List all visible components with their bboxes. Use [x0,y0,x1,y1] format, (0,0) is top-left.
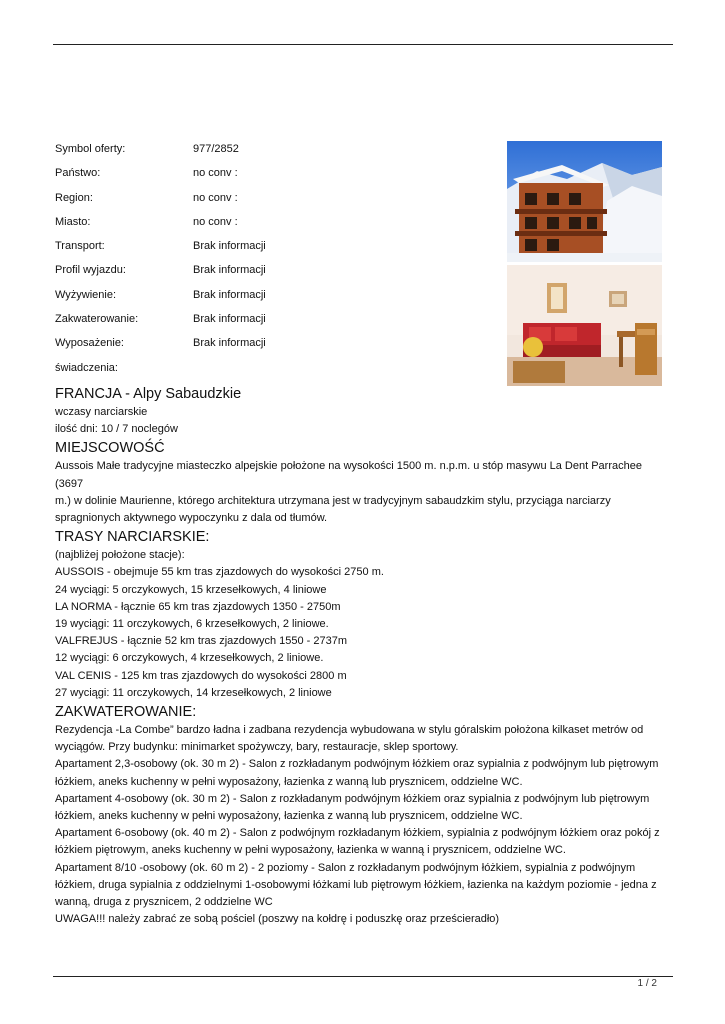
section-body-zakwaterowanie [55,722,670,928]
chalet-exterior-photo [507,141,662,262]
text-line: UWAGA!!! należy zabrać ze sobą pościel (poszwy na kołdrę i poduszkę oraz prześcieradło) [55,913,500,926]
text-line: Apartament 8/10 -osobowy (ok. 60 m 2) - 2 poziomy - Salon z rozkładanym podwójnym łóżkiem, sypialnia z podwójnym [55,861,636,874]
info-row [55,190,485,214]
info-value: Brak informacji [193,264,266,277]
text-line: AUSSOIS - obejmuje 55 km tras zjazdowych do wysokości 2750 m. [55,566,384,579]
text-line: 27 wyciągi: 11 orczykowych, 14 krzesełkowych, 2 liniowe [55,686,332,699]
info-value: Brak informacji [193,240,266,253]
info-row [55,311,485,335]
info-row [55,141,485,165]
footer-rule [53,976,673,977]
info-label: Wyżywienie: [55,288,117,301]
info-value: 977/2852 [193,143,239,155]
chalet-exterior-image [507,141,662,262]
text-line: Aussois Małe tradycyjne miasteczko alpejskie położone na wysokości 1500 m. n.p.m. u stóp masywu La Dent Parrachee (3697 [55,460,642,490]
page-title: FRANCJA - Alpy Sabaudzkie [55,386,242,402]
text-line: 19 wyciągi: 11 orczykowych, 6 krzesełkowych, 2 liniowe. [55,618,329,631]
info-value: Brak informacji [193,337,266,350]
info-label: Symbol oferty: [55,143,126,155]
text-line: łóżkiem, aneks kuchenny w pełni wyposażony, łazienka z wanną lub prysznicem, oddzielne WC. [55,810,523,823]
header-rule [53,44,673,45]
info-value: no conv : [193,215,238,228]
text-line: łóżkiem, druga sypialnia z oddzielnymi 1-osobowymi łóżkami lub piętrowym łóżkiem, łazienka na każdym poziomie - jedna z [55,878,657,891]
text-line: (najbliżej położone stacje): [55,549,185,562]
apartment-interior-photo [507,265,662,386]
text-line: LA NORMA - łącznie 65 km tras zjazdowych 1350 - 2750m [55,600,341,613]
text-line: wyciągów. Przy budynku: minimarket spożywczy, bary, restauracje, sklep sportowy. [55,741,459,754]
info-row [55,335,485,359]
apartment-interior-image [507,265,662,386]
text-line: łóżkiem, aneks kuchenny w pełni wyposażony, łazienka z wanną lub prysznicem, oddzielne WC. [55,775,523,788]
text-line: Apartament 2,3-osobowy (ok. 30 m 2) - Salon z rozkładanym podwójnym łóżkiem oraz sypialnia z podwójnym lub piętrowym [55,758,659,771]
info-row [55,165,485,189]
section-body-miejscowosc [55,458,670,527]
text-line: m.) w dolinie Maurienne, którego architektura utrzymana jest w tradycyjnym sabaudzkim stylu, przyciąga narciarzy [55,494,611,507]
text-line: 12 wyciągi: 6 orczykowych, 4 krzesełkowych, 2 liniowe. [55,652,324,665]
text-line: łóżkiem piętrowym, aneks kuchenny w pełni wyposażony, łazienka w wanną i prysznicem, oddzielne WC. [55,844,566,857]
info-label: Wyposażenie: [55,337,124,350]
info-label: Profil wyjazdu: [55,264,126,277]
info-row [55,262,485,286]
page-number: 1 / 2 [637,978,657,989]
subtitle-line: wczasy narciarskie [55,406,148,418]
info-label: Transport: [55,240,105,253]
info-value: Brak informacji [193,288,266,301]
text-line: VAL CENIS - 125 km tras zjazdowych do wysokości 2800 m [55,669,347,682]
info-value: Brak informacji [193,313,266,326]
info-label: Miasto: [55,215,91,228]
subtitle-line: ilość dni: 10 / 7 noclegów [55,423,178,436]
info-label: Państwo: [55,167,101,180]
info-label: świadczenia: [55,361,118,374]
info-row [55,360,485,384]
info-value: no conv : [193,167,238,180]
info-row [55,238,485,262]
text-line: Rezydencja -La Combe” bardzo ładna i zadbana rezydencja wybudowana w stylu góralskim położona kilkaset metrów od [55,724,644,737]
info-row [55,287,485,311]
info-value: no conv : [193,191,238,204]
offer-info-table [55,141,485,384]
offer-content [55,384,670,928]
text-line: VALFREJUS - łącznie 52 km tras zjazdowych 1550 - 2737m [55,635,348,648]
section-heading-miejscowosc: MIEJSCOWOŚĆ [55,440,165,457]
section-body-trasy [55,547,670,702]
section-heading-zakwaterowanie: ZAKWATEROWANIE: [55,704,197,721]
section-heading-trasy: TRASY NARCIARSKIE: [55,529,210,546]
info-label: Zakwaterowanie: [55,313,139,326]
text-line: Apartament 6-osobowy (ok. 40 m 2) - Salon z podwójnym rozkładanym łóżkiem, sypialnia z podwójnym łóżkiem oraz pokój z [55,827,660,840]
text-line: wanną, druga z prysznicem, 2 oddzielne WC [55,896,273,909]
info-row [55,214,485,238]
info-label: Region: [55,191,93,204]
text-line: Apartament 4-osobowy (ok. 30 m 2) - Salon z rozkładanym podwójnym łóżkiem oraz sypialnia z podwójnym lub piętrowym [55,792,650,805]
text-line: spragnionych aktywnego wypoczynku z dala od tłumów. [55,512,328,525]
text-line: 24 wyciągi: 5 orczykowych, 15 krzesełkowych, 4 liniowe [55,583,327,596]
